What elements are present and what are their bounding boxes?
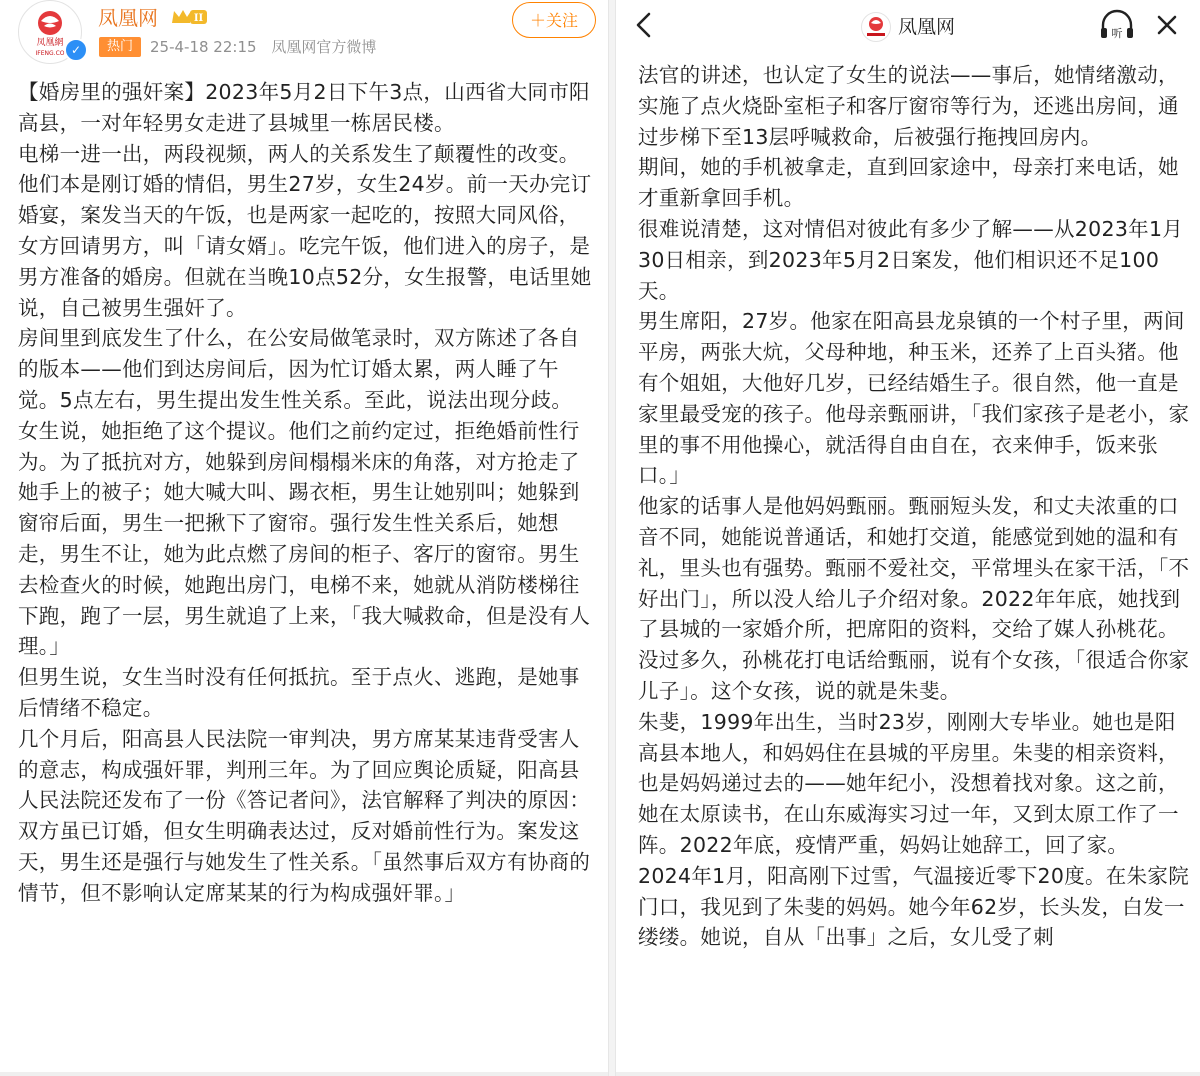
post-paragraph: 他们本是刚订婚的情侣，男生27岁，女生24岁。前一天办完订婚宴，案发当天的午饭，也是两家一起吃的，按照大同风俗，女方回请男方，叫「请女婿」。吃完午饭，他们进入的房子，是男方准备的婚房。但就在当晚10点52分，女生报警，电话里她说，自己被男生强奸了。 (18, 172, 592, 320)
vip-level: II (193, 13, 204, 24)
close-icon[interactable] (1152, 10, 1182, 40)
post-source: 凤凰网官方微博 (271, 38, 377, 56)
post-paragraph: 几个月后，阳高县人民法院一审判决，男方席某某违背受害人的意志，构成强奸罪，判刑三年。为了回应舆论质疑，阳高县人民法院还发布了一份《答记者问》，法官解释了判决的原因：双方虽已订婚，但女生明确表达过，反对婚前性行为。案发这天，男生还是强行与她发生了性关系。「虽然事后双方有协商的情节，但不影响认定席某某的行为构成强奸罪。」 (18, 726, 591, 905)
post-paragraph: 电梯一进一出，两段视频，两人的关系发生了颠覆性的改变。 (18, 141, 580, 166)
ifeng-logo-icon (861, 12, 891, 42)
article-paragraph: 朱斐，1999年出生，当时23岁，刚刚大专毕业。她也是阳高县本地人，和妈妈住在县城的平房里。朱斐的相亲资料，也是妈妈递过去的——她年纪小，没想着找对象。这之前，她在太原读书，在山东威海实习过一年，又到太原工作了一阵。2022年底，疫情严重，妈妈让她辞工，回了家。 (638, 709, 1179, 857)
bottom-edge (0, 1072, 608, 1076)
listen-headphone-icon[interactable] (1098, 8, 1136, 42)
back-arrow-icon[interactable] (630, 10, 660, 40)
bottom-edge (616, 1072, 1200, 1076)
article-paragraph: 没过多久，孙桃花打电话给甄丽，说有个女孩，「很适合你家儿子」。这个女孩，说的就是朱斐。 (638, 648, 1190, 703)
follow-button[interactable]: ＋关注 (512, 2, 596, 38)
article-paragraph: 很难说清楚，这对情侣对彼此有多少了解——从2023年1月30日相亲，到2023年5月2日案发，他们相识还不足100天。 (638, 216, 1184, 303)
article-paragraph: 期间，她的手机被拿走，直到回家途中，母亲打来电话，她才重新拿回手机。 (638, 155, 1179, 211)
avatar-logo-text: 凤凰網 (36, 38, 64, 48)
avatar-logo-subtext: IFENG.CO (35, 50, 65, 57)
post-paragraph: 房间里到底发生了什么，在公安局做笔录时，双方陈述了各自的版本——他们到达房间后，因为忙订婚太累，两人睡了午觉。5点左右，男生提出发生性关系。至此，说法出现分歧。 (18, 326, 580, 412)
post-paragraph: 【婚房里的强奸案】2023年5月2日下午3点，山西省大同市阳高县，一对年轻男女走进了县城里一栋居民楼。 (18, 80, 590, 135)
username[interactable]: 凤凰网 (98, 6, 158, 30)
hot-badge: 热门 (99, 37, 141, 57)
post-meta (150, 36, 386, 57)
vip-crown-icon[interactable] (170, 7, 208, 27)
verified-icon: ✓ (64, 38, 88, 62)
post-paragraph: 女生说，她拒绝了这个提议。他们之前约定过，拒绝婚前性行为。为了抵抗对方，她躲到房间榻榻米床的角落，对方抢走了她手上的被子；她大喊大叫、踢衣柜，男生让她别叫；她躲到窗帘后面，男生一把揪下了窗帘。强行发生性关系后，她想走，男生不让，她为此点燃了房间的柜子、客厅的窗帘。男生去检查火的时候，她跑出房门，电梯不来，她就从消防楼梯往下跑，跑了一层，男生就追了上来，「我大喊救命，但是没有人理。」 (18, 418, 591, 659)
article-body (638, 60, 1190, 953)
listen-label: 听 (1111, 27, 1123, 40)
post-body (18, 77, 598, 909)
article-paragraph: 男生席阳，27岁。他家在阳高县龙泉镇的一个村子里，两间平房，两张大炕，父母种地，种玉米，还养了上百头猪。他有个姐姐，大他好几岁，已经结婚生子。很自然，他一直是家里最受宠的孩子。他母亲甄丽讲，「我们家孩子是老小，家里的事不用他操心，就活得自由自在，衣来伸手，饭来张口。」 (638, 309, 1190, 488)
article-reader-panel (616, 0, 1200, 1076)
article-paragraph: 他家的话事人是他妈妈甄丽。甄丽短头发，和丈夫浓重的口音不同，她能说普通话，和她打交道，能感觉到她的温和有礼，里头也有强势。甄丽不爱社交，平常埋头在家干活，「不好出门」，所以没人给儿子介绍对象。2022年年底，她找到了县城的一家婚介所，把席阳的资料，交给了媒人孙桃花。 (638, 494, 1190, 642)
article-paragraph: 2024年1月，阳高刚下过雪，气温接近零下20度。在朱家院门口，我见到了朱斐的妈妈。她今年62岁，长头发，白发一缕缕。她说，自从「出事」之后，女儿受了刺 (638, 863, 1189, 950)
post-timestamp: 25-4-18 22:15 (150, 38, 257, 56)
article-source-title[interactable]: 凤凰网 (898, 16, 956, 38)
panel-divider (608, 0, 616, 1076)
article-paragraph: 法官的讲述，也认定了女生的说法——事后，她情绪激动，实施了点火烧卧室柜子和客厅窗帘等行为，还逃出房间，通过步梯下至13层呼喊救命，后被强行拖拽回房内。 (638, 63, 1179, 149)
post-paragraph: 但男生说，女生当时没有任何抵抗。至于点火、逃跑，是她事后情绪不稳定。 (18, 665, 580, 720)
